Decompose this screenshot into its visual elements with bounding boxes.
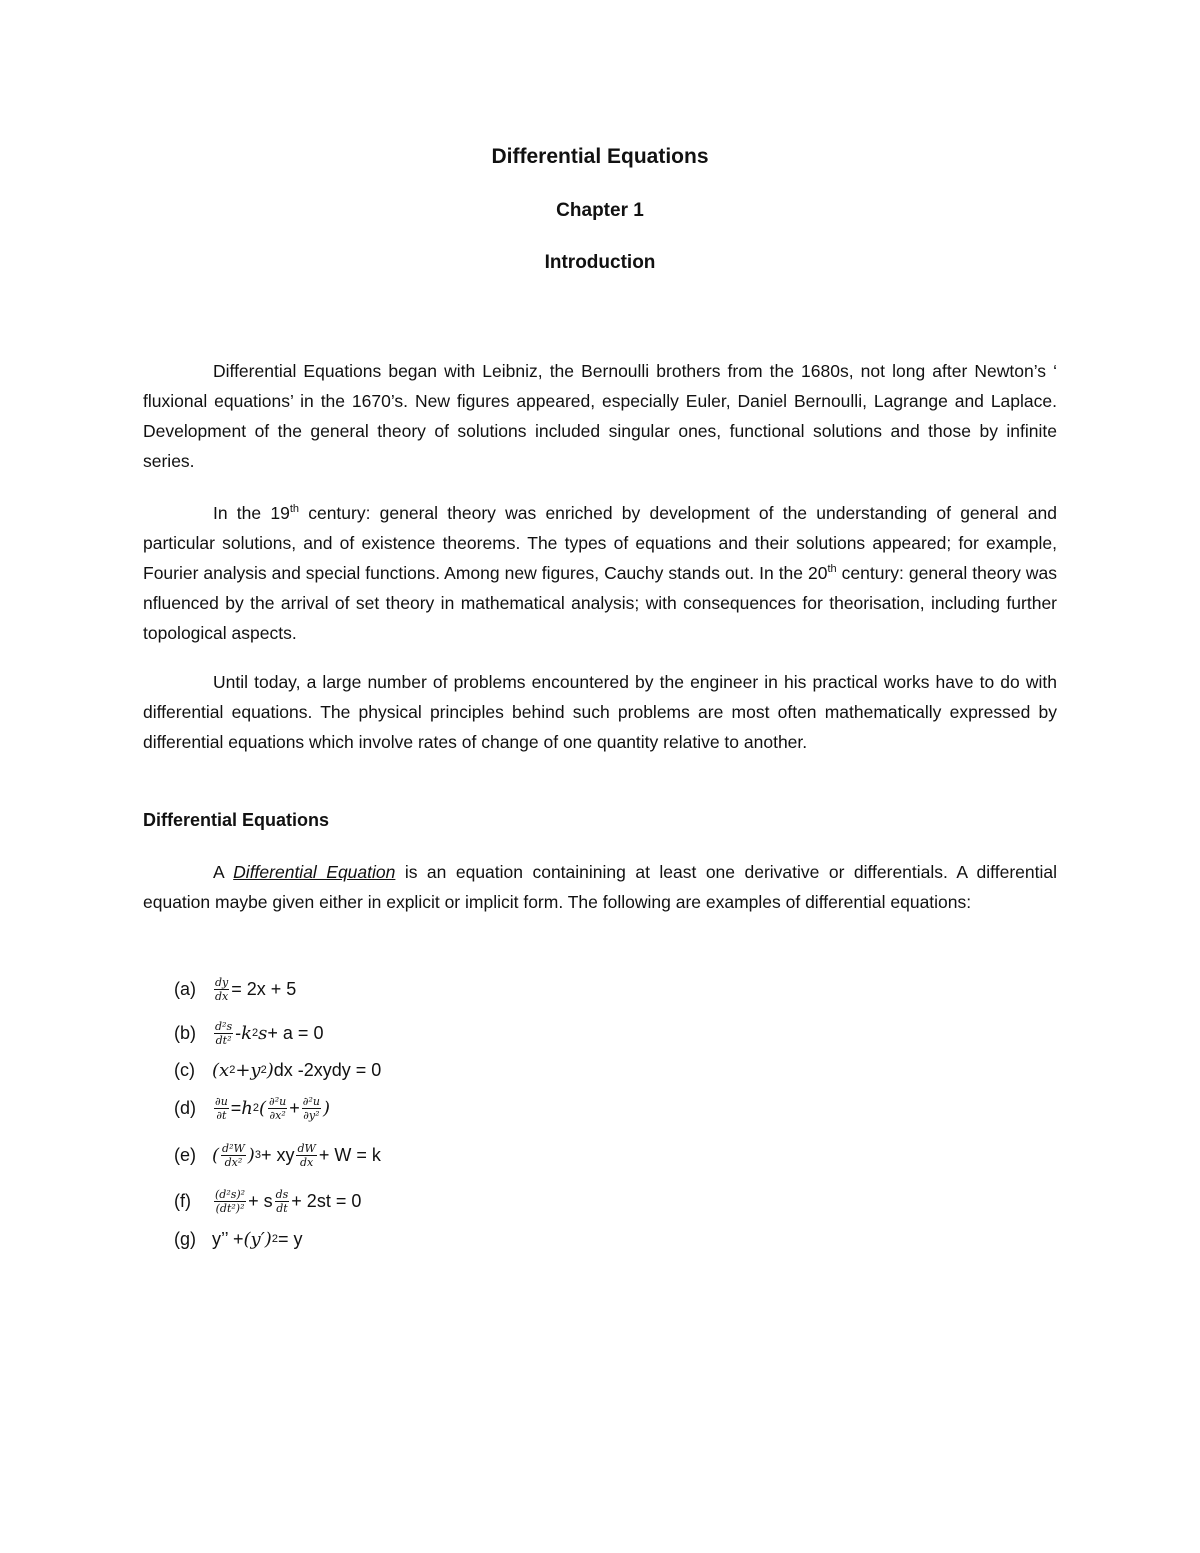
fraction-denominator: ∂y² — [303, 1108, 320, 1122]
paragraph-engineering-text: Until today, a large number of problems encountered by the engineer in his practical works have to do with differential equations. The physical principles behind such problems are most often mathematically expressed by differential equations which involve rates of change of one quantity relative to another. — [143, 672, 1057, 752]
fraction — [268, 1095, 287, 1122]
equation-rest: + W = k — [318, 1144, 381, 1165]
fraction-numerator: d²W — [222, 1141, 245, 1155]
fraction — [221, 1142, 246, 1169]
equation-label: (e) — [174, 1144, 196, 1165]
equation-c: (c) ( x 2 + y 2 ) dx -2xydy = 0 — [174, 1059, 382, 1081]
superscript-th: th — [289, 503, 299, 516]
fraction-numerator: d²s — [215, 1019, 233, 1033]
fraction-denominator: dx — [300, 1155, 314, 1169]
paragraph-centuries-text-c: century: general theory was nfluenced by the arrival of set theory in mathematical analysis; with consequences for theorisation, including further topological aspects. — [143, 563, 1057, 643]
equation-f — [174, 1184, 361, 1218]
paren: ) — [322, 1097, 330, 1119]
paragraph-history-text: Differential Equations began with Leibniz, the Bernoulli brothers from the 1680s, not long after Newton’s ‘ fluxional equations’ in the 1670’s. New figures appeared, especially Euler, Daniel Bernoulli, Lagrange and Laplace. Development of the general theory of solutions included singular ones, functional solutions and those by infinite series. — [143, 361, 1057, 471]
math-variable: k — [241, 1022, 253, 1044]
equation-operator: - — [235, 1022, 242, 1043]
equation-e: (e) ( $\frac{\text{d²W}}{\text{dx²}}$ ) 3 + xy $\frac{dW}{dx}$ + W = k — [174, 1141, 381, 1169]
fraction — [275, 1188, 290, 1215]
document-title: Differential Equations — [491, 145, 709, 168]
chapter-heading: Chapter 1 — [556, 200, 644, 221]
equation-rest: = 2x + 5 — [231, 978, 297, 999]
paragraph-engineering — [143, 667, 1057, 757]
equation-operator: + — [235, 1059, 251, 1081]
section-heading: Differential Equations — [143, 810, 330, 830]
fraction-numerator: (d²s)² — [215, 1187, 246, 1201]
equation-operator: + — [289, 1097, 300, 1118]
fraction-denominator: dt — [276, 1201, 288, 1215]
fraction-denominator: dx² — [224, 1155, 243, 1169]
fraction — [214, 1095, 229, 1122]
paragraph-history — [143, 356, 1057, 476]
equation-rest: = y — [277, 1228, 303, 1249]
equation-label: (c) — [174, 1059, 195, 1080]
equation-label: (b) — [174, 1022, 196, 1043]
fraction-denominator: dx — [215, 989, 229, 1003]
math-variable: h — [241, 1097, 253, 1119]
fraction-numerator: ∂²u — [302, 1094, 320, 1108]
superscript-th: th — [827, 563, 837, 576]
paren: ( — [259, 1097, 267, 1119]
equation-label: (a) — [174, 978, 196, 999]
paragraph-centuries-text-b: century: general theory was enriched by development of the understanding of general and particular solutions, and of existence theorems. The types of equations and their solutions appeared; for example, Fourier analysis and special functions. Among new figures, Cauchy stands out. In the 20 — [143, 503, 1057, 583]
equation-g: (g) y’’ + (y′) 2 = y — [174, 1228, 303, 1250]
paren: ( — [212, 1144, 220, 1166]
equation-rest: + a = 0 — [267, 1022, 324, 1043]
paren: ) — [247, 1144, 255, 1166]
fraction-numerator: dy — [215, 975, 229, 989]
fraction — [302, 1095, 321, 1122]
paragraph-definition — [143, 857, 1057, 917]
paragraph-centuries — [143, 498, 1057, 648]
math-variable: s — [258, 1022, 268, 1044]
equation-label: (f) — [174, 1190, 191, 1211]
fraction-numerator: ∂²u — [269, 1094, 287, 1108]
fraction — [214, 976, 229, 1003]
math-term: (y′) — [243, 1228, 272, 1250]
fraction — [214, 1020, 233, 1047]
equation-operator: + s — [248, 1190, 273, 1211]
fraction-denominator: ∂t — [216, 1108, 227, 1122]
defined-term: Differential Equation — [233, 862, 396, 882]
equation-a — [174, 972, 296, 1006]
paren: ) — [266, 1059, 274, 1081]
paragraph-centuries-text-a: In the 19 — [213, 503, 290, 523]
equation-d: (d) $\frac{\partial u}{\partial t}$ = h 2 ( $\frac{\text{∂²u}}{\text{∂x²}}$ + $\frac{\text{∂²u}}{\text{∂y²}}$ ) — [174, 1094, 330, 1122]
fraction-numerator: dW — [297, 1141, 316, 1155]
fraction-denominator: dt² — [215, 1033, 232, 1047]
fraction — [296, 1142, 316, 1169]
fraction-denominator: ∂x² — [269, 1108, 286, 1122]
equation-operator: = — [230, 1097, 242, 1118]
fraction — [214, 1188, 246, 1215]
equation-rest: dx -2xydy = 0 — [273, 1059, 382, 1080]
fraction-numerator: ds — [275, 1187, 289, 1201]
equation-lead: y’’ + — [212, 1228, 244, 1249]
equation-label: (d) — [174, 1097, 196, 1118]
equation-rest: + 2st = 0 — [291, 1190, 362, 1211]
math-variable: x — [219, 1059, 230, 1081]
math-variable: y — [250, 1059, 261, 1081]
paren: ( — [212, 1059, 220, 1081]
definition-text-a: A — [213, 862, 234, 882]
equation-b: (b) $\frac{\text{d²s}}{\text{dt²}}$ - k 2 s + a = 0 — [174, 1019, 324, 1047]
definition-text-b: is an equation containining at least one derivative or differentials. A differential equation maybe given either in explicit or implicit form. The following are examples of differential equations: — [143, 862, 1057, 912]
fraction-numerator: ∂u — [215, 1094, 228, 1108]
equation-label: (g) — [174, 1228, 196, 1249]
fraction-denominator: (dt²)² — [215, 1201, 245, 1215]
section-title-introduction: Introduction — [544, 252, 656, 273]
equation-operator: + xy — [260, 1144, 295, 1165]
